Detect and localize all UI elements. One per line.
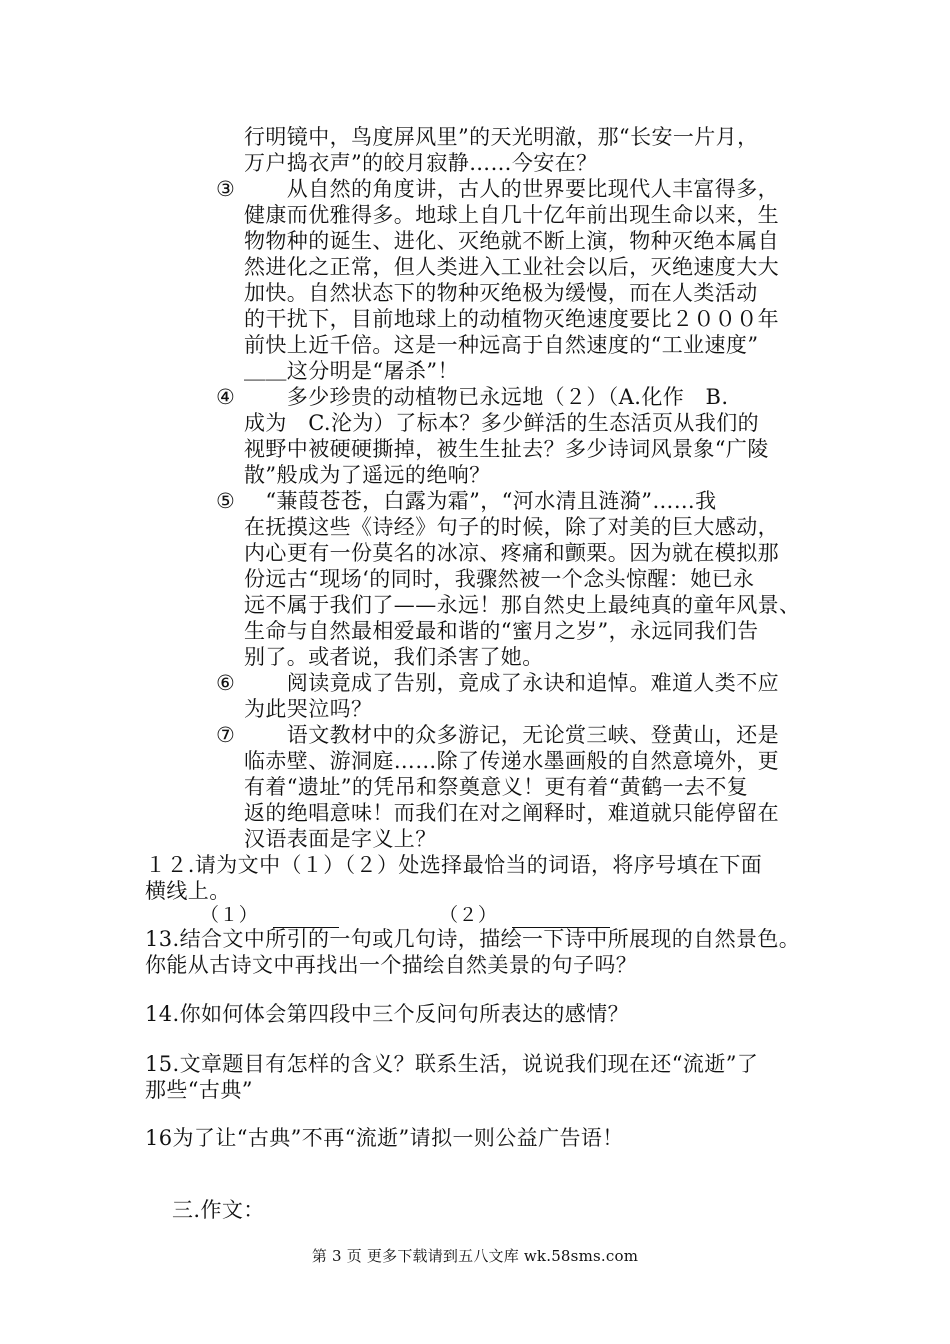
passage-line: 多少珍贵的动植物已永远地（２）（A.化作 B.	[244, 385, 729, 409]
question-16: 16为了让“古典”不再“流逝”请拟一则公益广告语！	[145, 1126, 624, 1150]
blank-1-line[interactable]	[273, 907, 339, 928]
passage-line: 健康而优雅得多。地球上自几十亿年前出现生命以来，生	[244, 203, 779, 227]
question-12-cont: 横线上。	[145, 879, 231, 903]
passage-line: 前快上近千倍。这是一种远高于自然速度的“工业速度”	[244, 333, 759, 357]
passage-line: 从自然的角度讲，古人的世界要比现代人丰富得多，	[244, 177, 779, 201]
question-12: １２.请为文中（１）（２）处选择最恰当的词语，将序号填在下面	[145, 853, 763, 877]
page-footer: 第 3 页 更多下载请到五八文库 wk.58sms.com	[311, 1247, 639, 1265]
paragraph-number: ③	[216, 177, 235, 201]
question-13-cont: 你能从古诗文中再找出一个描绘自然美景的句子吗？	[145, 953, 638, 977]
passage-line: 内心更有一份莫名的冰凉、疼痛和颤栗。因为就在模拟那	[244, 541, 779, 565]
passage-line: 临赤壁、游洞庭……除了传递水墨画般的自然意境外，更	[244, 749, 779, 773]
passage-line: 为此哭泣吗？	[244, 697, 373, 721]
passage-line: 在抚摸这些《诗经》句子的时候，除了对美的巨大感动，	[244, 515, 779, 539]
passage-line: 语文教材中的众多游记，无论赏三峡、登黄山，还是	[244, 723, 779, 747]
passage-line: 成为 C.沦为）了标本？多少鲜活的生态活页从我们的	[244, 411, 759, 435]
passage-line: 的干扰下，目前地球上的动植物灭绝速度要比２０００年	[244, 307, 779, 331]
blank-1-label: （１）	[200, 904, 259, 926]
question-14: 14.你如何体会第四段中三个反问句所表达的感情？	[145, 1002, 629, 1026]
passage-line: 散”般成为了遥远的绝响？	[244, 463, 491, 487]
section-heading-composition: 三.作文：	[172, 1198, 265, 1222]
question-15: 15.文章题目有怎样的含义？联系生活，说说我们现在还“流逝”了	[145, 1052, 759, 1076]
passage-line: 物物种的诞生、进化、灭绝就不断上演，物种灭绝本属自	[244, 229, 779, 253]
passage-line: “蒹葭苍苍，白露为霜”，“河水清且涟漪”……我	[244, 489, 717, 513]
passage-line: 远不属于我们了——永远！那自然史上最纯真的童年风景、	[244, 593, 801, 617]
paragraph-number: ⑥	[216, 671, 235, 695]
blank-2-label: （２）	[439, 904, 498, 926]
passage-line: 万户捣衣声”的皎月寂静……今安在？	[244, 151, 598, 175]
paragraph-number: ④	[216, 385, 235, 409]
blank-2-line[interactable]	[512, 907, 610, 928]
paragraph-number: ⑦	[216, 723, 235, 747]
question-13: 13.结合文中所引的一句或几句诗，描绘一下诗中所展现的自然景色。	[145, 927, 801, 951]
paragraph-number: ⑤	[216, 489, 235, 513]
passage-line: 阅读竟成了告别，竟成了永诀和追悼。难道人类不应	[244, 671, 779, 695]
passage-line: 份远古“现场‘的同时，我骤然被一个念头惊醒：她已永	[244, 567, 755, 591]
passage-line: 然进化之正常，但人类进入工业社会以后，灭绝速度大大	[244, 255, 779, 279]
passage-line: 视野中被硬硬撕掉，被生生扯去？多少诗词风景象“广陵	[244, 437, 769, 461]
passage-line: 行明镜中，鸟度屏风里”的天光明澈，那“长安一片月，	[244, 125, 759, 149]
passage-line: 别了。或者说，我们杀害了她。	[244, 645, 544, 669]
passage-line: 生命与自然最相爱最和谐的“蜜月之岁”，永远同我们告	[244, 619, 759, 643]
passage-line: 加快。自然状态下的物种灭绝极为缓慢，而在人类活动	[244, 281, 758, 305]
passage-line: 汉语表面是字义上？	[244, 827, 437, 851]
question-15-cont: 那些“古典”	[145, 1078, 253, 1102]
passage-line: ＿＿这分明是“屠杀”！	[244, 359, 459, 383]
passage-line: 有着“遗址”的凭吊和祭奠意义！更有着“黄鹤一去不复	[244, 775, 749, 799]
answer-blank-row	[200, 902, 610, 928]
passage-line: 返的绝唱意味！而我们在对之阐释时，难道就只能停留在	[244, 801, 779, 825]
